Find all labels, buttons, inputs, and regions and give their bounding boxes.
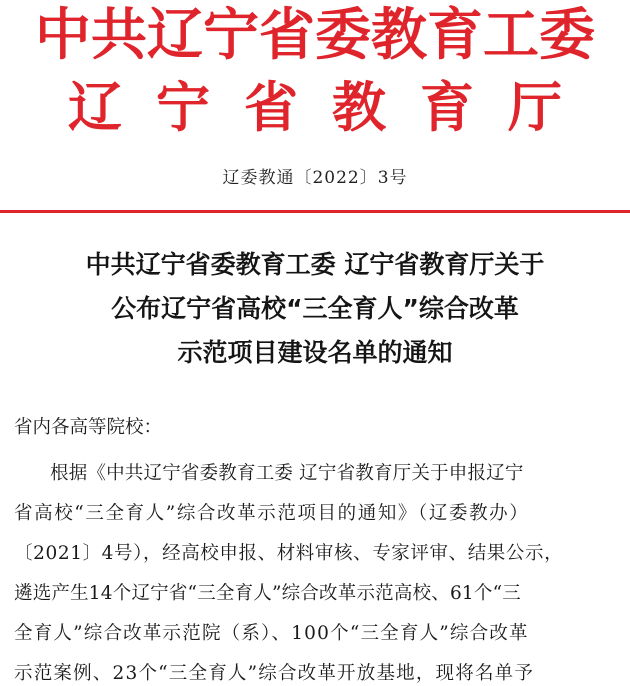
red-divider-line <box>0 210 630 213</box>
document-title-line-2: 公布辽宁省高校“三全育人”综合改革 <box>111 294 519 323</box>
body-text-line: 示范案例、23个“三全育人”综合改革开放基地，现将名单予 <box>14 663 535 684</box>
salutation: 省内各高等院校： <box>14 417 163 438</box>
body-text-line: 全育人”综合改革示范院（系）、100个“三全育人”综合改革 <box>14 623 529 644</box>
issuer-header-line-2: 辽宁省教育厅 <box>68 75 596 139</box>
document-number: 辽委教通〔2022〕3号 <box>222 168 408 188</box>
body-text-line: 省高校“三全育人”综合改革示范项目的通知》（辽委教办） <box>14 503 530 524</box>
body-text-line: 〔2021〕4号），经高校申报、材料审核、专家评审、结果公示， <box>14 543 564 564</box>
body-text-line: 根据《中共辽宁省委教育工委 辽宁省教育厅关于申报辽宁 <box>50 463 524 484</box>
document-title-line-1: 中共辽宁省委教育工委 辽宁省教育厅关于 <box>85 250 545 279</box>
issuer-header-line-1: 中共辽宁省委教育工委 <box>35 2 595 68</box>
document-title-line-3: 示范项目建设名单的通知 <box>177 338 453 367</box>
body-text-line: 遴选产生14个辽宁省“三全育人”综合改革示范高校、61个“三 <box>14 583 521 604</box>
